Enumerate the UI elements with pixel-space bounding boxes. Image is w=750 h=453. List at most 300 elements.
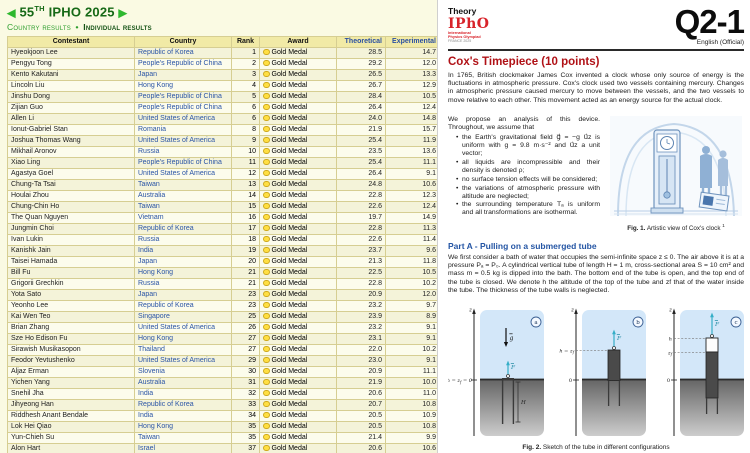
experimental-score-cell: 11.8 [386, 257, 438, 268]
theoretical-score-cell: 22.0 [337, 345, 386, 356]
fig2-caption: Fig. 2. Sketch of the tube in different configurations [522, 443, 670, 451]
experimental-score-cell: 12.0 [386, 290, 438, 301]
intro-paragraph: In 1765, British clockmaker James Cox invented a clock whose only source of energy is the fluctuations in atmospheric pressure. Cox's clock used two vessels containing mercury. Changes in atmospheric pressure caused mercury to move between the vessels, and the two vessels to move relative to each other. This movement acted as an energy source for the actual clock. [448, 72, 744, 104]
contestant-cell: Sirawish Musikasopon [8, 345, 135, 356]
result-row [8, 400, 438, 411]
award-cell [260, 213, 337, 224]
gold-medal-icon [263, 423, 270, 430]
award-label: Gold Medal [271, 148, 308, 156]
result-row [8, 103, 438, 114]
award-cell [260, 169, 337, 180]
result-row [8, 433, 438, 444]
country-link[interactable]: Republic of Korea [135, 48, 232, 59]
contestant-cell: Mikhail Aronov [8, 147, 135, 158]
contestant-cell: Chung-Ta Tsai [8, 180, 135, 191]
result-row [8, 81, 438, 92]
result-row [8, 48, 438, 59]
country-link[interactable]: Japan [135, 257, 232, 268]
title-number: 55 [19, 4, 35, 20]
theoretical-score-cell: 22.6 [337, 202, 386, 213]
contestant-cell: Houlai Zhou [8, 191, 135, 202]
svg-text:0: 0 [568, 378, 572, 385]
contestant-cell: Lok Hei Qiao [8, 422, 135, 433]
country-link[interactable]: Hong Kong [135, 422, 232, 433]
gold-medal-icon [263, 71, 270, 78]
gold-medal-icon [263, 280, 270, 287]
problem-title: Cox's Timepiece (10 points) [448, 56, 600, 68]
contestant-cell: Yeonho Lee [8, 301, 135, 312]
tube-top-label-b: $h = z_f$ [559, 348, 574, 355]
award-cell [260, 191, 337, 202]
contestant-cell: Zijian Guo [8, 103, 135, 114]
theoretical-score-cell: 23.2 [337, 323, 386, 334]
assumption-item: • no surface tension effects will be considered; [456, 176, 600, 184]
country-link[interactable]: Japan [135, 70, 232, 81]
svg-text:c: c [734, 319, 738, 326]
fig1-caption: Fig. 1. Artistic view of Cox's clock $^1$ [627, 222, 725, 232]
country-link[interactable]: Australia [135, 191, 232, 202]
award-label: Gold Medal [271, 379, 308, 387]
rank-cell: 27 [232, 334, 260, 345]
contestant-cell: Yun-Chieh Su [8, 433, 135, 444]
paper-header [448, 3, 744, 46]
award-label: Gold Medal [271, 225, 308, 233]
award-label: Gold Medal [271, 192, 308, 200]
language-label: English (Official) [696, 39, 744, 46]
column-header-award[interactable]: Award [260, 37, 337, 48]
gold-medal-icon [263, 434, 270, 441]
gold-medal-icon [263, 258, 270, 265]
result-row [8, 202, 438, 213]
contestant-cell: Xiao Ling [8, 158, 135, 169]
title-rest: IPHO 2025 [48, 4, 115, 20]
award-label: Gold Medal [271, 71, 308, 79]
assumptions-list [456, 134, 600, 217]
theoretical-score-cell: 20.9 [337, 367, 386, 378]
country-link[interactable]: Israel [135, 444, 232, 453]
country-link[interactable]: United States of America [135, 323, 232, 334]
country-link[interactable]: India [135, 389, 232, 400]
experimental-score-cell: 11.1 [386, 367, 438, 378]
rank-cell: 10 [232, 147, 260, 158]
award-cell [260, 59, 337, 70]
result-row [8, 334, 438, 345]
contestant-cell: Alon Hart [8, 444, 135, 453]
rank-cell: 2 [232, 59, 260, 70]
experimental-score-cell: 10.6 [386, 444, 438, 453]
contestant-cell: Snehil Jha [8, 389, 135, 400]
country-link[interactable]: India [135, 411, 232, 422]
rank-cell: 27 [232, 345, 260, 356]
rank-cell: 21 [232, 279, 260, 290]
award-label: Gold Medal [271, 214, 308, 222]
rank-cell: 23 [232, 301, 260, 312]
contestant-cell: Pengyu Tong [8, 59, 135, 70]
gold-medal-icon [263, 115, 270, 122]
result-row [8, 268, 438, 279]
experimental-score-cell: 9.1 [386, 323, 438, 334]
gold-medal-icon [263, 324, 270, 331]
rank-cell: 26 [232, 323, 260, 334]
gold-medal-icon [263, 346, 270, 353]
country-link[interactable]: United States of America [135, 356, 232, 367]
award-label: Gold Medal [271, 357, 308, 365]
country-link[interactable]: Taiwan [135, 180, 232, 191]
result-row [8, 301, 438, 312]
award-cell [260, 114, 337, 125]
theoretical-score-cell: 22.8 [337, 224, 386, 235]
experimental-score-cell: 9.7 [386, 301, 438, 312]
theoretical-score-cell: 22.6 [337, 235, 386, 246]
pull-ring-c [711, 334, 714, 337]
theoretical-score-cell: 23.9 [337, 312, 386, 323]
experimental-score-cell: 12.4 [386, 202, 438, 213]
country-link[interactable]: Taiwan [135, 433, 232, 444]
country-link[interactable]: Hong Kong [135, 81, 232, 92]
experimental-score-cell: 10.2 [386, 279, 438, 290]
award-cell [260, 136, 337, 147]
gold-medal-icon [263, 170, 270, 177]
award-label: Gold Medal [271, 203, 308, 211]
award-cell [260, 400, 337, 411]
theoretical-score-cell: 21.9 [337, 378, 386, 389]
result-row [8, 257, 438, 268]
contestant-cell: Kanishk Jain [8, 246, 135, 257]
rank-cell: 19 [232, 246, 260, 257]
footnote-marker: 1 [722, 222, 725, 228]
result-row [8, 213, 438, 224]
column-header-experimental[interactable]: Experimental [386, 37, 438, 48]
experimental-score-cell: 13.6 [386, 147, 438, 158]
nav-country-results[interactable]: Country results [7, 22, 71, 33]
award-label: Gold Medal [271, 346, 308, 354]
country-link[interactable]: Russia [135, 235, 232, 246]
theoretical-score-cell: 23.5 [337, 147, 386, 158]
country-link[interactable]: Republic of Korea [135, 301, 232, 312]
award-cell [260, 378, 337, 389]
theoretical-score-cell: 26.4 [337, 103, 386, 114]
award-label: Gold Medal [271, 258, 308, 266]
rank-cell: 8 [232, 125, 260, 136]
rank-cell: 31 [232, 378, 260, 389]
country-link[interactable]: Russia [135, 279, 232, 290]
country-link[interactable]: Australia [135, 378, 232, 389]
gold-medal-icon [263, 49, 270, 56]
award-label: Gold Medal [271, 401, 308, 409]
rank-cell: 21 [232, 268, 260, 279]
assumption-item: • all liquids are incompressible and their density is denoted ρ; [456, 159, 600, 175]
gold-medal-icon [263, 82, 270, 89]
theoretical-score-cell: 23.2 [337, 301, 386, 312]
rank-cell: 35 [232, 422, 260, 433]
experimental-score-cell: 14.9 [386, 213, 438, 224]
experimental-score-cell: 14.8 [386, 114, 438, 125]
column-header-contestant[interactable]: Contestant [8, 37, 135, 48]
rank-cell: 1 [232, 48, 260, 59]
experimental-score-cell: 11.9 [386, 136, 438, 147]
gold-medal-icon [263, 335, 270, 342]
assumption-item: • the surrounding temperature Tₐ is uniform and all transformations are isothermal. [456, 201, 600, 217]
country-link[interactable]: People's Republic of China [135, 59, 232, 70]
contestant-cell: Chung-Chin Ho [8, 202, 135, 213]
rank-cell: 17 [232, 224, 260, 235]
svg-text:b: b [636, 319, 640, 326]
experimental-score-cell: 9.9 [386, 433, 438, 444]
page-title [7, 4, 430, 19]
gold-medal-icon [263, 104, 270, 111]
gold-medal-icon [263, 225, 270, 232]
assumption-item: • the Earth's gravitational field g⃗ = −g u⃗z is uniform with g = 9.8 m·s⁻² and u⃗z a unit vector; [456, 134, 600, 158]
award-cell [260, 202, 337, 213]
theoretical-score-cell: 24.8 [337, 180, 386, 191]
theoretical-score-cell: 26.7 [337, 81, 386, 92]
panel-a-scene [480, 310, 544, 436]
rank-cell: 6 [232, 103, 260, 114]
theoretical-score-cell: 23.7 [337, 246, 386, 257]
award-label: Gold Medal [271, 104, 308, 112]
svg-text:F: F [715, 321, 720, 328]
rank-cell: 18 [232, 235, 260, 246]
country-link[interactable]: India [135, 246, 232, 257]
ipho-logo-line2: Physics Olympiad [448, 35, 481, 40]
part-a-paragraph: We first consider a bath of water that occupies the semi-infinite space z ≤ 0. The air above it is at a pressure Pₐ = P₀. A cylindrical vertical tube of length H = 1 m, cross-sectional area S = 10 cm² and mass m = 0.5 kg is dipped into the bath. The bottom end of the tube is open, and the top end of the tube is closed. We denote h the altitude of the top of the tube and zf that of the water inside the tube. The thickness of the tube walls is neglected. [448, 253, 744, 294]
surface-label-a: $h = z_f = 0$ [448, 378, 472, 385]
rank-cell: 32 [232, 389, 260, 400]
gold-medal-icon [263, 412, 270, 419]
cox-clock-illustration [610, 116, 742, 216]
result-row [8, 279, 438, 290]
contestant-cell: Ivan Lukin [8, 235, 135, 246]
rank-cell: 11 [232, 158, 260, 169]
tube-configurations-figure [448, 302, 744, 438]
assumptions-intro: We propose an analysis of this device. Throughout, we assume that [448, 115, 600, 132]
theoretical-score-cell: 29.2 [337, 59, 386, 70]
results-table [7, 36, 437, 453]
award-cell [260, 246, 337, 257]
experimental-score-cell: 11.4 [386, 235, 438, 246]
rank-cell: 33 [232, 400, 260, 411]
country-link[interactable]: Republic of Korea [135, 224, 232, 235]
award-cell [260, 224, 337, 235]
water-level-label-c: $z_f$ [667, 350, 672, 357]
award-label: Gold Medal [271, 291, 308, 299]
award-label: Gold Medal [271, 115, 308, 123]
result-row [8, 158, 438, 169]
rank-cell: 3 [232, 70, 260, 81]
title-ordinal: TH [34, 4, 45, 13]
column-header-theoretical[interactable]: Theoretical [337, 37, 386, 48]
rank-cell: 16 [232, 213, 260, 224]
rank-cell: 29 [232, 356, 260, 367]
experimental-score-cell: 14.7 [386, 48, 438, 59]
experimental-score-cell: 10.9 [386, 411, 438, 422]
award-label: Gold Medal [271, 324, 308, 332]
result-row [8, 345, 438, 356]
header-rule [448, 49, 744, 51]
gold-medal-icon [263, 137, 270, 144]
country-link[interactable]: Thailand [135, 345, 232, 356]
experimental-score-cell: 12.4 [386, 103, 438, 114]
result-row [8, 367, 438, 378]
country-link[interactable]: People's Republic of China [135, 103, 232, 114]
svg-text:0: 0 [666, 378, 670, 385]
contestant-cell: Kai Wen Teo [8, 312, 135, 323]
results-table-body [8, 48, 438, 453]
result-row [8, 70, 438, 81]
experimental-score-cell: 11.0 [386, 389, 438, 400]
theoretical-score-cell: 26.5 [337, 70, 386, 81]
award-cell [260, 81, 337, 92]
award-label: Gold Medal [271, 280, 308, 288]
experimental-score-cell: 9.6 [386, 246, 438, 257]
result-row [8, 422, 438, 433]
country-link[interactable]: United States of America [135, 136, 232, 147]
award-label: Gold Medal [271, 434, 308, 442]
award-cell [260, 279, 337, 290]
pull-ring-a [507, 374, 510, 377]
contestant-cell: Bill Fu [8, 268, 135, 279]
country-link[interactable]: Hong Kong [135, 334, 232, 345]
ipho-logo-line3: FRANCE 2025 [448, 39, 472, 44]
award-cell [260, 367, 337, 378]
prev-year-arrow-icon[interactable]: ◀ [7, 7, 16, 20]
award-label: Gold Medal [271, 423, 308, 431]
gold-medal-icon [263, 269, 270, 276]
svg-text:z: z [669, 307, 672, 314]
award-cell [260, 48, 337, 59]
country-link[interactable]: Hong Kong [135, 268, 232, 279]
result-row [8, 92, 438, 103]
award-cell [260, 411, 337, 422]
award-cell [260, 92, 337, 103]
experimental-score-cell: 10.5 [386, 268, 438, 279]
award-label: Gold Medal [271, 126, 308, 134]
gold-medal-icon [263, 357, 270, 364]
rank-cell: 6 [232, 114, 260, 125]
gold-medal-icon [263, 401, 270, 408]
award-label: Gold Medal [271, 170, 308, 178]
award-cell [260, 433, 337, 444]
country-link[interactable]: Slovenia [135, 367, 232, 378]
award-label: Gold Medal [271, 335, 308, 343]
country-link[interactable]: Republic of Korea [135, 400, 232, 411]
gold-medal-icon [263, 159, 270, 166]
award-label: Gold Medal [271, 236, 308, 244]
theoretical-score-cell: 28.5 [337, 48, 386, 59]
gold-medal-icon [263, 379, 270, 386]
next-year-arrow-icon[interactable]: ▶ [118, 7, 128, 20]
country-link[interactable]: People's Republic of China [135, 92, 232, 103]
award-label: Gold Medal [271, 247, 308, 255]
result-row [8, 180, 438, 191]
assumption-item: • the variations of atmospheric pressure with altitude are neglected; [456, 185, 600, 201]
country-link[interactable]: Russia [135, 147, 232, 158]
country-link[interactable]: Japan [135, 290, 232, 301]
award-cell [260, 356, 337, 367]
country-link[interactable]: United States of America [135, 169, 232, 180]
result-row [8, 235, 438, 246]
award-cell [260, 125, 337, 136]
theoretical-score-cell: 28.4 [337, 92, 386, 103]
column-header-country[interactable]: Country [135, 37, 232, 48]
result-row [8, 356, 438, 367]
ipho-logo [448, 18, 489, 43]
contestant-cell: Jungmin Choi [8, 224, 135, 235]
rank-cell: 23 [232, 290, 260, 301]
award-cell [260, 323, 337, 334]
gold-medal-icon [263, 93, 270, 100]
contestant-cell: Aljaz Erman [8, 367, 135, 378]
gold-medal-icon [263, 291, 270, 298]
experimental-score-cell: 10.2 [386, 345, 438, 356]
contestant-cell: Feodor Yevtushenko [8, 356, 135, 367]
result-row [8, 312, 438, 323]
award-label: Gold Medal [271, 313, 308, 321]
country-link[interactable]: Vietnam [135, 213, 232, 224]
country-link[interactable]: Taiwan [135, 202, 232, 213]
award-cell [260, 268, 337, 279]
award-label: Gold Medal [271, 302, 308, 310]
theoretical-score-cell: 23.0 [337, 356, 386, 367]
award-cell [260, 389, 337, 400]
award-label: Gold Medal [271, 159, 308, 167]
award-cell [260, 180, 337, 191]
contestant-cell: Allen Li [8, 114, 135, 125]
contestant-cell: Joshua Thomas Wang [8, 136, 135, 147]
result-row [8, 59, 438, 70]
gold-medal-icon [263, 247, 270, 254]
gold-medal-icon [263, 181, 270, 188]
award-label: Gold Medal [271, 368, 308, 376]
contestant-cell: Kento Kakutani [8, 70, 135, 81]
award-label: Gold Medal [271, 137, 308, 145]
rank-cell: 14 [232, 191, 260, 202]
part-a-heading: Part A - Pulling on a submerged tube [448, 240, 597, 251]
contestant-cell: Yota Sato [8, 290, 135, 301]
rank-cell: 9 [232, 136, 260, 147]
award-cell [260, 444, 337, 453]
rank-cell: 30 [232, 367, 260, 378]
theoretical-score-cell: 22.8 [337, 191, 386, 202]
award-cell [260, 422, 337, 433]
theoretical-score-cell: 21.4 [337, 433, 386, 444]
result-row [8, 191, 438, 202]
svg-text:z: z [469, 307, 472, 314]
result-row [8, 169, 438, 180]
country-link[interactable]: Romania [135, 125, 232, 136]
experimental-score-cell: 10.8 [386, 400, 438, 411]
award-label: Gold Medal [271, 60, 308, 68]
country-link[interactable]: Singapore [135, 312, 232, 323]
result-row [8, 147, 438, 158]
award-cell [260, 257, 337, 268]
award-cell [260, 158, 337, 169]
experimental-score-cell: 15.7 [386, 125, 438, 136]
result-row [8, 224, 438, 235]
rank-cell: 4 [232, 81, 260, 92]
award-cell [260, 334, 337, 345]
experimental-score-cell: 9.1 [386, 334, 438, 345]
column-header-rank[interactable]: Rank [232, 37, 260, 48]
experimental-score-cell: 10.0 [386, 378, 438, 389]
contestant-cell: Hyeokjoon Lee [8, 48, 135, 59]
contestant-cell: The Quan Nguyen [8, 213, 135, 224]
result-row [8, 246, 438, 257]
gold-medal-icon [263, 60, 270, 67]
country-link[interactable]: People's Republic of China [135, 158, 232, 169]
result-row [8, 389, 438, 400]
country-link[interactable]: United States of America [135, 114, 232, 125]
